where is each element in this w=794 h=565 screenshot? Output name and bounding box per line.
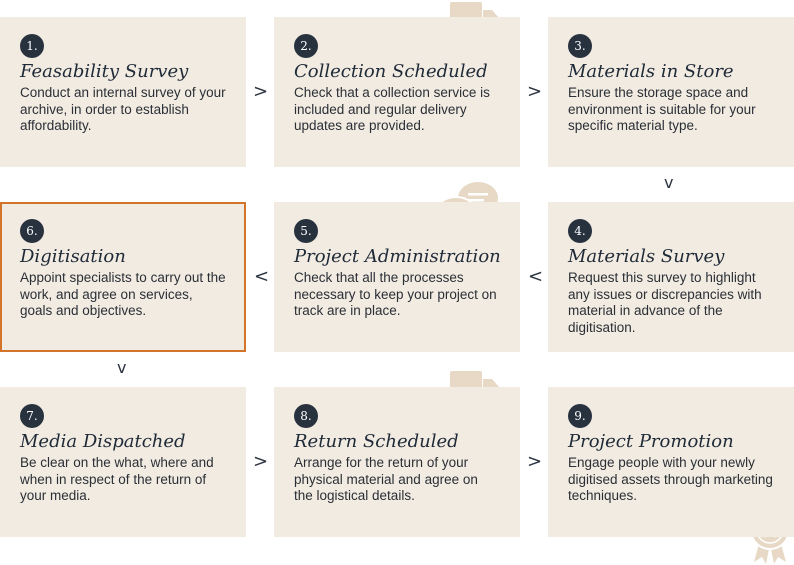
step-number-badge: 1. xyxy=(20,34,44,58)
step-number-badge: 9. xyxy=(568,404,592,428)
arrow-right-icon: > xyxy=(253,81,269,102)
step-description: Check that all the processes necessary to keep your project on track are in place. xyxy=(294,270,497,318)
step-card-2 xyxy=(274,17,520,167)
arrow-down-icon: v xyxy=(664,173,674,192)
arrow-down-icon: v xyxy=(117,358,127,377)
step-card-7 xyxy=(0,387,246,537)
arrow-right-icon: > xyxy=(527,81,543,102)
step-title: Media Dispatched xyxy=(20,431,186,452)
arrow-right-icon: > xyxy=(253,451,269,472)
step-number-badge: 4. xyxy=(568,219,592,243)
step-title: Digitisation xyxy=(20,246,126,267)
step-description: Check that a collection service is included and regular delivery updates are provided. xyxy=(294,85,490,133)
step-description: Request this survey to highlight any issues or discrepancies with material in advance of the digitisation. xyxy=(568,270,762,335)
step-number-badge: 8. xyxy=(294,404,318,428)
step-number-badge: 6. xyxy=(20,219,44,243)
step-card-5 xyxy=(274,202,520,352)
step-card-8 xyxy=(274,387,520,537)
step-title: Collection Scheduled xyxy=(294,61,488,82)
arrow-left-icon: < xyxy=(528,266,544,287)
step-description: Be clear on the what, where and when in respect of the return of your media. xyxy=(20,455,214,503)
step-description: Ensure the storage space and environment is suitable for your specific material type. xyxy=(568,85,756,133)
step-card-6 xyxy=(0,202,246,352)
step-title: Project Promotion xyxy=(568,431,734,452)
step-title: Project Administration xyxy=(294,246,501,267)
step-description: Conduct an internal survey of your archive, in order to establish affordability. xyxy=(20,85,226,133)
step-title: Feasability Survey xyxy=(20,61,189,82)
step-number-badge: 2. xyxy=(294,34,318,58)
step-card-4 xyxy=(548,202,794,352)
step-title: Materials Survey xyxy=(568,246,725,267)
step-description: Arrange for the return of your physical material and agree on the logistical details. xyxy=(294,455,478,503)
step-card-1 xyxy=(0,17,246,167)
step-card-9 xyxy=(548,387,794,537)
step-number-badge: 5. xyxy=(294,219,318,243)
arrow-right-icon: > xyxy=(527,451,543,472)
step-number-badge: 3. xyxy=(568,34,592,58)
step-card-3 xyxy=(548,17,794,167)
step-description: Engage people with your newly digitised assets through marketing techniques. xyxy=(568,455,773,503)
step-number-badge: 7. xyxy=(20,404,44,428)
arrow-left-icon: < xyxy=(254,266,270,287)
step-title: Materials in Store xyxy=(568,61,734,82)
step-description: Appoint specialists to carry out the work, and agree on services, goals and objectives. xyxy=(20,270,226,318)
step-title: Return Scheduled xyxy=(294,431,459,452)
